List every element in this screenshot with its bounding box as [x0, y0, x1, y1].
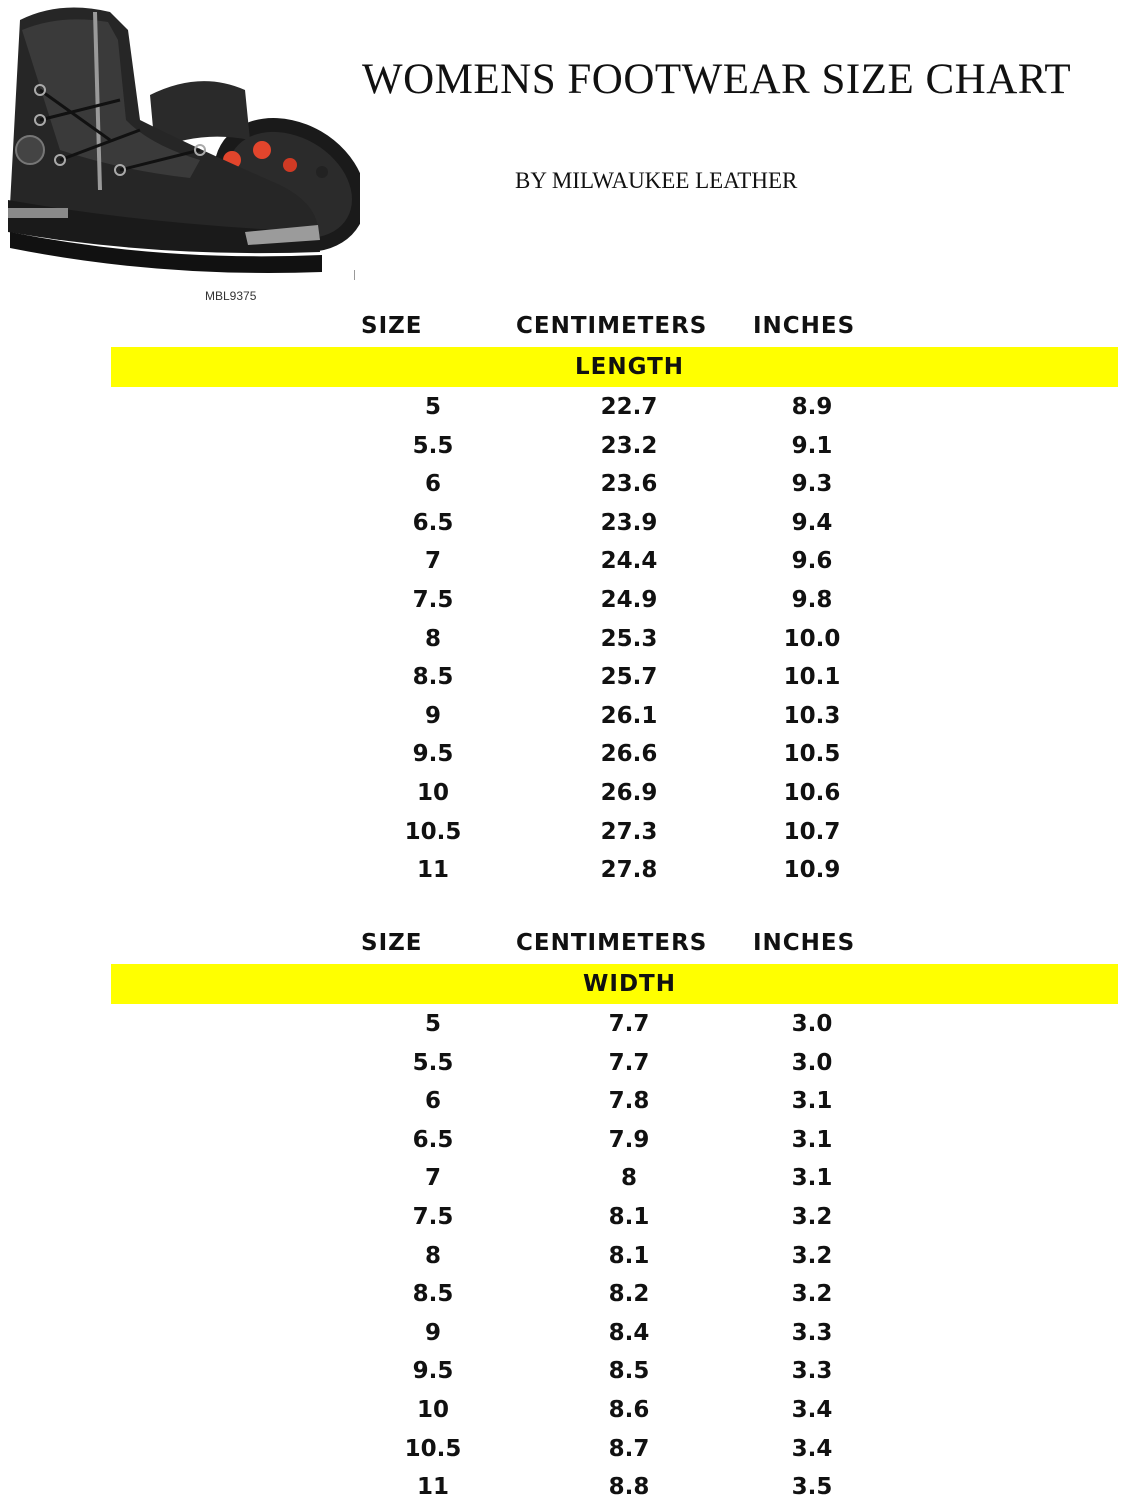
table-row	[0, 1158, 1124, 1197]
centimeters-cell: 8.1	[608, 1242, 650, 1269]
inches-cell: 10.0	[783, 625, 841, 652]
size-cell: 8	[424, 625, 441, 652]
centimeters-cell: 7.7	[608, 1011, 650, 1037]
table-row	[0, 1390, 1124, 1429]
width-band-label: WIDTH	[583, 971, 676, 997]
product-sku: MBL9375	[205, 289, 257, 303]
column-header-size: SIZE	[361, 930, 423, 956]
size-cell: 7.5	[412, 1203, 454, 1230]
size-cell: 11	[416, 1474, 449, 1501]
size-cell: 5.5	[412, 432, 454, 459]
column-header-inches: INCHES	[753, 313, 856, 339]
table-row	[0, 387, 1124, 426]
centimeters-cell: 22.7	[600, 394, 658, 420]
table-row	[0, 1197, 1124, 1236]
table-row	[0, 657, 1124, 696]
inches-cell: 3.3	[791, 1358, 833, 1385]
table-row	[0, 503, 1124, 542]
table-row	[0, 850, 1124, 889]
size-cell: 10.5	[404, 1435, 462, 1462]
length-rows	[0, 387, 1124, 889]
table-row	[0, 1274, 1124, 1313]
page-subtitle: BY MILWAUKEE LEATHER	[515, 168, 798, 193]
centimeters-cell: 25.7	[600, 664, 658, 691]
size-cell: 11	[416, 857, 449, 884]
inches-cell: 10.7	[783, 818, 841, 845]
size-cell: 9.5	[412, 1358, 454, 1385]
inches-cell: 3.2	[791, 1203, 833, 1230]
inches-cell: 3.1	[791, 1088, 833, 1115]
boot-product-image	[0, 0, 360, 285]
inches-cell: 9.1	[791, 432, 833, 459]
inches-cell: 3.4	[791, 1396, 833, 1423]
inches-cell: 3.1	[791, 1165, 833, 1192]
table-row	[0, 1236, 1124, 1275]
inches-cell: 10.1	[783, 664, 841, 691]
centimeters-cell: 26.1	[600, 702, 658, 729]
centimeters-cell: 26.9	[600, 779, 658, 806]
size-cell: 9.5	[412, 741, 454, 768]
centimeters-cell: 23.2	[600, 432, 658, 459]
size-cell: 6.5	[412, 509, 454, 536]
inches-cell: 3.0	[791, 1049, 833, 1076]
centimeters-cell: 8	[620, 1165, 637, 1192]
table-row	[0, 1313, 1124, 1352]
width-band	[111, 964, 1118, 1004]
centimeters-cell: 8.8	[608, 1474, 650, 1501]
size-cell: 5.5	[412, 1049, 454, 1076]
centimeters-cell: 25.3	[600, 625, 658, 652]
size-cell: 8	[424, 1242, 441, 1269]
inches-cell: 3.1	[791, 1126, 833, 1153]
centimeters-cell: 27.3	[600, 818, 658, 845]
table-row	[0, 541, 1124, 580]
centimeters-cell: 8.1	[608, 1203, 650, 1230]
inches-cell: 3.2	[791, 1281, 833, 1308]
centimeters-cell: 26.6	[600, 741, 658, 768]
table-row	[0, 464, 1124, 503]
table-row	[0, 1120, 1124, 1159]
centimeters-cell: 7.8	[608, 1088, 650, 1115]
size-cell: 5	[424, 1011, 441, 1037]
table-row	[0, 1004, 1124, 1043]
centimeters-cell: 8.6	[608, 1396, 650, 1423]
inches-cell: 10.3	[783, 702, 841, 729]
size-cell: 9	[424, 1319, 441, 1346]
table-row	[0, 1351, 1124, 1390]
inches-cell: 9.6	[791, 548, 833, 575]
size-cell: 7	[424, 1165, 441, 1192]
table-row	[0, 580, 1124, 619]
centimeters-cell: 8.7	[608, 1435, 650, 1462]
size-cell: 6	[424, 1088, 441, 1115]
centimeters-cell: 24.4	[600, 548, 658, 575]
centimeters-cell: 27.8	[600, 857, 658, 884]
inches-cell: 8.9	[791, 394, 833, 420]
table-row	[0, 1043, 1124, 1082]
inches-cell: 10.5	[783, 741, 841, 768]
size-cell: 6	[424, 471, 441, 498]
table-row	[0, 1429, 1124, 1468]
size-cell: 10.5	[404, 818, 462, 845]
centimeters-cell: 24.9	[600, 586, 658, 613]
centimeters-cell: 8.2	[608, 1281, 650, 1308]
table-row	[0, 734, 1124, 773]
centimeters-cell: 7.9	[608, 1126, 650, 1153]
size-cell: 7.5	[412, 586, 454, 613]
column-header-centimeters: CENTIMETERS	[516, 313, 708, 339]
centimeters-cell: 8.4	[608, 1319, 650, 1346]
size-cell: 6.5	[412, 1126, 454, 1153]
page-title: WOMENS FOOTWEAR SIZE CHART	[362, 56, 1072, 103]
inches-cell: 9.8	[791, 586, 833, 613]
column-header-inches: INCHES	[753, 930, 856, 956]
table-row	[0, 619, 1124, 658]
centimeters-cell: 23.6	[600, 471, 658, 498]
size-cell: 7	[424, 548, 441, 575]
inches-cell: 10.6	[783, 779, 841, 806]
size-cell: 5	[424, 394, 441, 420]
table-row	[0, 1081, 1124, 1120]
inches-cell: 3.3	[791, 1319, 833, 1346]
table-row	[0, 426, 1124, 465]
inches-cell: 3.2	[791, 1242, 833, 1269]
inches-cell: 10.9	[783, 857, 841, 884]
table-row	[0, 773, 1124, 812]
width-rows	[0, 1004, 1124, 1506]
length-band-label: LENGTH	[574, 354, 685, 380]
inches-cell: 3.4	[791, 1435, 833, 1462]
table-row	[0, 812, 1124, 851]
inches-cell: 3.0	[791, 1011, 833, 1037]
size-cell: 10	[416, 779, 449, 806]
size-cell: 8.5	[412, 1281, 454, 1308]
size-cell: 9	[424, 702, 441, 729]
centimeters-cell: 7.7	[608, 1049, 650, 1076]
size-cell: 8.5	[412, 664, 454, 691]
column-header-size: SIZE	[361, 313, 423, 339]
column-header-centimeters: CENTIMETERS	[516, 930, 708, 956]
table-row	[0, 696, 1124, 735]
centimeters-cell: 23.9	[600, 509, 658, 536]
inches-cell: 9.3	[791, 471, 833, 498]
length-band	[111, 347, 1118, 387]
size-cell: 10	[416, 1396, 449, 1423]
inches-cell: 3.5	[791, 1474, 833, 1501]
inches-cell: 9.4	[791, 509, 833, 536]
centimeters-cell: 8.5	[608, 1358, 650, 1385]
